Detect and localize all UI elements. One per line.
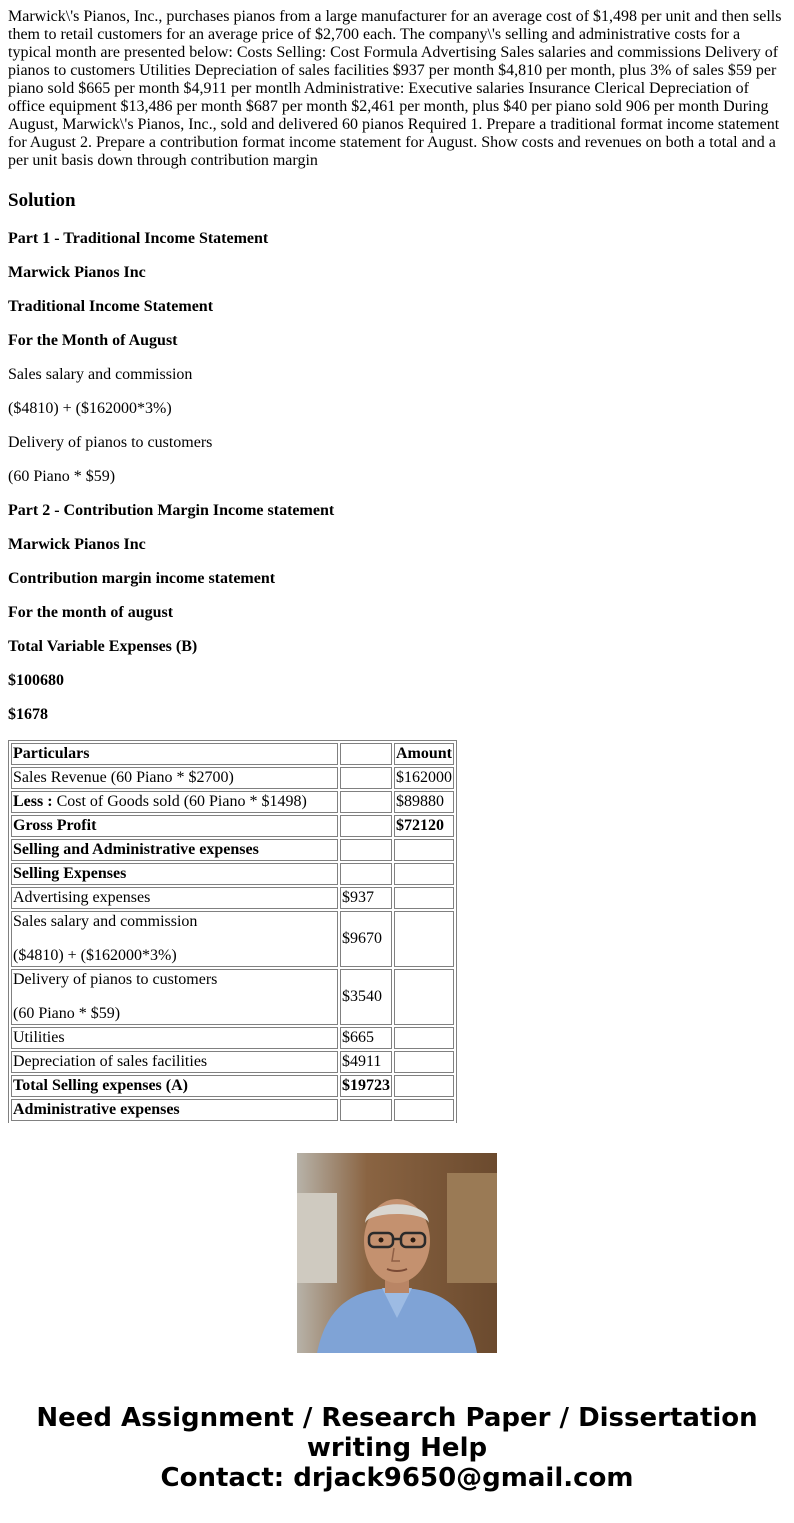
sales-label: Sales Revenue (60 Piano * $2700) (11, 767, 338, 789)
promo-footer (0, 1123, 794, 1523)
document-body (8, 8, 786, 1123)
delivery-value: $3540 (340, 969, 392, 1025)
part2-statement-title: Contribution margin income statement (8, 570, 276, 587)
part2-period: For the month of august (8, 604, 174, 621)
header-particulars: Particulars (11, 743, 338, 765)
empty-cell (394, 1075, 454, 1097)
delivery-cell (11, 969, 338, 1025)
delivery-label: Delivery of pianos to customers (13, 971, 218, 988)
question-text: Marwick\'s Pianos, Inc., purchases pianos from a large manufacturer for an average cost of $1,498 per unit and then sells them to retail customers for an average price of $2,700 each. The company\'s selling and administrative costs for a typical month are presented below: Costs Selling: Cost Formula Advertising Sales salaries and commissions Delivery of pianos to customers Utilities Depreciation of sales facilities $937 per month $4,810 per month, plus 3% of sales $59 per piano sold $665 per month $4,911 per montlh Administrative: Executive salaries Insurance Clerical Depreciation of office equipment $13,486 per month $687 per month $2,461 per month, plus $40 per piano sold 906 per month During August, Marwick\'s Pianos, Inc., sold and delivered 60 pianos Required 1. Prepare a traditional format income statement for August 2. Prepare a contribution format income statement for August. Show costs and revenues on both a total and a per unit basis down through contribution margin (8, 8, 782, 169)
utilities-label: Utilities (11, 1027, 338, 1049)
empty-cell (394, 911, 454, 967)
empty-cell (340, 839, 392, 861)
advertising-value: $937 (340, 887, 392, 909)
sales-salary-formula: ($4810) + ($162000*3%) (13, 947, 177, 964)
admin-heading: Administrative expenses (11, 1099, 338, 1121)
table-row (11, 767, 454, 789)
gross-profit-label: Gross Profit (11, 815, 338, 837)
cogs-prefix: Less : (13, 793, 53, 810)
empty-cell (394, 863, 454, 885)
promo-line-2: writing Help (306, 1433, 488, 1463)
part1-period: For the Month of August (8, 332, 178, 349)
empty-cell (340, 767, 392, 789)
table-row (11, 863, 454, 885)
cogs-amount: $89880 (394, 791, 454, 813)
empty-cell (394, 1027, 454, 1049)
part1-company: Marwick Pianos Inc (8, 264, 146, 281)
empty-cell (340, 815, 392, 837)
part1-note-sales-salary-label: Sales salary and commission (8, 366, 193, 383)
income-statement-table (8, 740, 457, 1172)
avatar (297, 1153, 497, 1353)
table-row (11, 911, 454, 967)
depreciation-sales-label: Depreciation of sales facilities (11, 1051, 338, 1073)
table-row (11, 1099, 454, 1121)
sales-salary-value: $9670 (340, 911, 392, 967)
part1-note-delivery-formula: (60 Piano * $59) (8, 468, 116, 485)
utilities-value: $665 (340, 1027, 392, 1049)
promo-line-1: Need Assignment / Research Paper / Dissertation (36, 1403, 758, 1433)
empty-cell (394, 887, 454, 909)
part2-variable-per-unit: $1678 (8, 706, 48, 723)
part1-statement-title: Traditional Income Statement (8, 298, 214, 315)
table-row (11, 743, 454, 765)
sales-salary-label: Sales salary and commission (13, 913, 198, 930)
empty-cell (394, 1099, 454, 1121)
part2-variable-total: $100680 (8, 672, 64, 689)
empty-cell (394, 1051, 454, 1073)
advertising-label: Advertising expenses (11, 887, 338, 909)
empty-cell (340, 1099, 392, 1121)
sga-heading: Selling and Administrative expenses (11, 839, 338, 861)
table-row (11, 1051, 454, 1073)
empty-cell (340, 863, 392, 885)
selling-heading: Selling Expenses (11, 863, 338, 885)
gross-profit-amount: $72120 (394, 815, 454, 837)
total-selling-value: $19723 (340, 1075, 392, 1097)
table-row (11, 1027, 454, 1049)
table-row (11, 791, 454, 813)
table-row (11, 815, 454, 837)
part1-note-sales-salary-formula: ($4810) + ($162000*3%) (8, 400, 172, 417)
sales-amount: $162000 (394, 767, 454, 789)
header-col2 (340, 743, 392, 765)
empty-cell (394, 839, 454, 861)
empty-cell (340, 791, 392, 813)
solution-heading: Solution (8, 190, 76, 211)
header-amount: Amount (394, 743, 454, 765)
total-selling-label: Total Selling expenses (A) (11, 1075, 338, 1097)
table-row (11, 887, 454, 909)
promo-contact[interactable]: Contact: drjack9650@gmail.com (160, 1463, 634, 1493)
sales-salary-cell (11, 911, 338, 967)
part1-note-delivery-label: Delivery of pianos to customers (8, 434, 213, 451)
delivery-formula: (60 Piano * $59) (13, 1005, 121, 1022)
promo-text (0, 1403, 794, 1493)
table-row (11, 1075, 454, 1097)
cogs-label (11, 791, 338, 813)
part2-variable-label: Total Variable Expenses (B) (8, 638, 198, 655)
part1-heading: Part 1 - Traditional Income Statement (8, 230, 269, 247)
part2-heading: Part 2 - Contribution Margin Income statement (8, 502, 335, 519)
empty-cell (394, 969, 454, 1025)
avatar-portrait-icon (297, 1153, 497, 1353)
cogs-text: Cost of Goods sold (60 Piano * $1498) (52, 793, 307, 810)
table-row (11, 839, 454, 861)
part2-company: Marwick Pianos Inc (8, 536, 146, 553)
depreciation-sales-value: $4911 (340, 1051, 392, 1073)
table-row (11, 969, 454, 1025)
